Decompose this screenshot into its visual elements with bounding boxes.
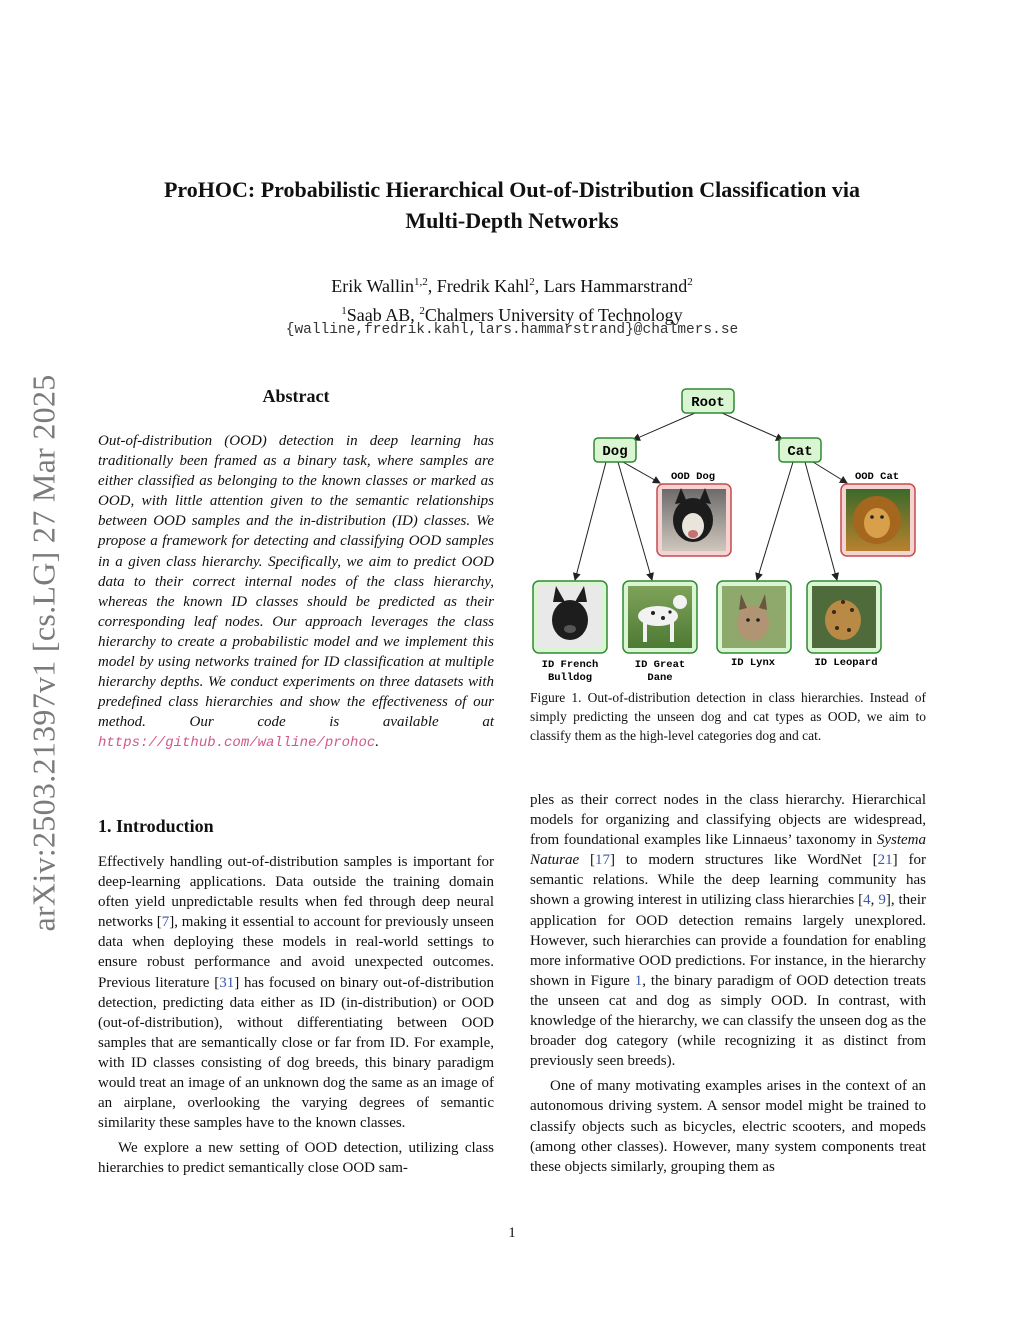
hierarchy-figure xyxy=(525,380,935,685)
text-run: ] for semantic relations. While the deep learning community has shown a growing interest in utilizing class hierarchies [ xyxy=(530,852,926,909)
edge-dog-french xyxy=(575,462,606,580)
abstract-text xyxy=(98,431,494,754)
node-root-label: Root xyxy=(691,395,725,411)
affiliation-mark: 1 xyxy=(341,305,347,317)
node-dog-label: Dog xyxy=(602,444,628,460)
title-line-1: ProHOC: Probabilistic Hierarchical Out-of-Distribution Classification via xyxy=(163,177,861,202)
italic-title: Systema Naturae xyxy=(530,832,926,869)
node-root xyxy=(682,389,734,413)
section-heading: 1. Introduction xyxy=(98,816,214,836)
abstract-end: . xyxy=(375,734,379,751)
text-run: , the binary paradigm of OOD detection treats the unseen cat and dog as simply OOD. In contrast, with knowledge of the hierarchy, we can classify the unseen dog as the broader dog category (while recognizing it as distinct from previously seen breeds). xyxy=(530,972,926,1070)
intro-paragraph-2: We explore a new setting of OOD detection, utilizing class hierarchies to predict semantically close OOD sam- xyxy=(98,1140,494,1177)
intro-paragraph-3 xyxy=(530,790,926,1071)
great-dane-label-2: Dane xyxy=(647,672,673,684)
text-run: Effectively handling out-of-distribution samples is important for deep-learning applications. Data outside the training domain often yield unpredictable results when fed through deep neural networks [ xyxy=(98,854,494,931)
edge-cat-leopard xyxy=(805,462,837,580)
code-link[interactable]: https://github.com/walline/prohoc xyxy=(98,735,376,752)
author-block xyxy=(100,270,924,328)
ood-cat-image xyxy=(841,484,915,556)
abstract-body: Out-of-distribution (OOD) detection in deep learning has traditionally been framed as a binary task, where samples are either classified as belonging to the known classes or marked as OOD, with little attention given to the semantic relationships between OOD samples and the in-distribution (ID) classes. We propose a framework for detecting and classifying OOD samples in a given class hierarchy. Specifically, we aim to predict OOD data to their correct internal nodes of the class hierarchy, whereas the known ID classes should be predicted as their corresponding leaf nodes. Our approach leverages the class hierarchy to create a probabilistic model and we implement this model by using networks trained for ID classification at multiple hierarchy depths. We conduct experiments on three datasets with predefined class hierarchies and show the effectiveness of our method. Our code is available at xyxy=(98,433,494,731)
edge-root-cat xyxy=(722,413,783,440)
edge-cat-oodcat xyxy=(813,462,847,483)
affiliation: Saab AB, xyxy=(346,305,420,325)
ood-dog-image xyxy=(657,484,731,556)
author-name: Fredrik Kahl xyxy=(436,276,530,296)
paper-title xyxy=(100,174,924,236)
intro-paragraph-1 xyxy=(98,852,494,1133)
id-lynx-image xyxy=(717,581,791,653)
author-email[interactable]: {walline,fredrik.kahl,lars.hammarstrand}@chalmers.se xyxy=(285,322,739,338)
edge-dog-dane xyxy=(618,462,652,580)
text-run: ], their application for OOD detection remains largely unexplored. However, such hierarchies can provide a foundation for enabling more informative OOD predictions. For instance, in the hierarchy shown in Figure xyxy=(530,892,927,989)
intro-paragraph-4: One of many motivating examples arises in the context of an autonomous driving system. A sensor model might be trained to classify objects such as bicycles, electric scooters, and mopeds (among other classes). However, many system components treat these objects similarly, grouping them as xyxy=(530,1078,926,1175)
leopard-label: ID Leopard xyxy=(814,657,878,669)
citation-link[interactable]: 17 xyxy=(595,852,611,869)
edge-root-dog xyxy=(633,413,695,440)
affiliation-mark: 2 xyxy=(529,276,535,288)
affiliation-mark: 1,2 xyxy=(414,276,428,288)
author-name: Erik Wallin xyxy=(331,276,415,296)
citation-link[interactable]: 21 xyxy=(877,852,893,869)
citation-link[interactable]: 9 xyxy=(878,892,886,909)
text-run: ples as their correct nodes in the class hierarchy. Hierarchical models for organizing and classifying objects are widespread, from foundational examples like Linnaeus’ taxonomy in xyxy=(530,792,926,849)
affiliation: Chalmers University of Technology xyxy=(424,305,683,325)
great-dane-label-1: ID Great xyxy=(634,659,686,671)
edge-dog-ooddog xyxy=(623,462,660,483)
french-bulldog-label-2: Bulldog xyxy=(547,672,593,684)
text-run: ], making it essential to account for previously unseen data when deploying these models in real-world settings to ensure robust performance and avoid unexpected outcomes. Previous literature [ xyxy=(98,914,494,991)
ood-dog-label: OOD Dog xyxy=(670,471,716,483)
id-great-dane-image xyxy=(623,581,697,653)
arxiv-identifier: arXiv:2503.21397v1 [cs.LG] 27 Mar 2025 xyxy=(25,374,62,932)
title-line-2: Multi-Depth Networks xyxy=(405,208,619,233)
id-french-bulldog-image xyxy=(533,581,607,653)
text-run: [ xyxy=(579,852,596,869)
intro-left-column xyxy=(98,852,494,1179)
affiliation-mark: 2 xyxy=(419,305,425,317)
text-run: ] has focused on binary out-of-distribution detection, predicting data either as ID (in-distribution) or OOD (out-of-distribution), without differentiating between OOD samples that are semantically close or far from ID. For example, with ID classes consisting of dog breeds, this binary paradigm would treat an image of an unknown dog the same as an image of an airplane, overlooking the varying degrees of semantic similarity these samples have to the known classes. xyxy=(98,974,494,1132)
node-dog xyxy=(594,438,636,462)
citation-link[interactable]: 4 xyxy=(863,892,871,909)
author-name: Lars Hammarstrand xyxy=(543,276,688,296)
node-cat xyxy=(779,438,821,462)
ood-cat-label: OOD Cat xyxy=(854,471,900,483)
author-line: Erik Wallin$^{1,2}$, Fredrik Kahl$^2$, Lars Hammarstrand$^2$ xyxy=(331,276,693,296)
french-bulldog-label-1: ID French xyxy=(541,659,599,671)
page-number: 1 xyxy=(508,1225,516,1241)
intro-right-column xyxy=(530,790,926,1177)
node-cat-label: Cat xyxy=(787,444,813,460)
text-run: , xyxy=(870,892,879,909)
id-leopard-image xyxy=(807,581,881,653)
affiliation-mark: 2 xyxy=(687,276,693,288)
figure-link[interactable]: 1 xyxy=(634,972,643,989)
figure-caption: Figure 1. Out-of-distribution detection in class hierarchies. Instead of simply predicting the unseen dog and cat types as OOD, we aim to classify them as the high-level categories dog and cat. xyxy=(530,690,926,743)
text-run: ] to modern structures like WordNet [ xyxy=(610,852,878,869)
citation-link[interactable]: 31 xyxy=(219,974,235,991)
citation-link[interactable]: 7 xyxy=(161,914,170,931)
lynx-label: ID Lynx xyxy=(730,657,776,669)
abstract-heading: Abstract xyxy=(262,386,330,406)
edge-cat-lynx xyxy=(757,462,793,580)
